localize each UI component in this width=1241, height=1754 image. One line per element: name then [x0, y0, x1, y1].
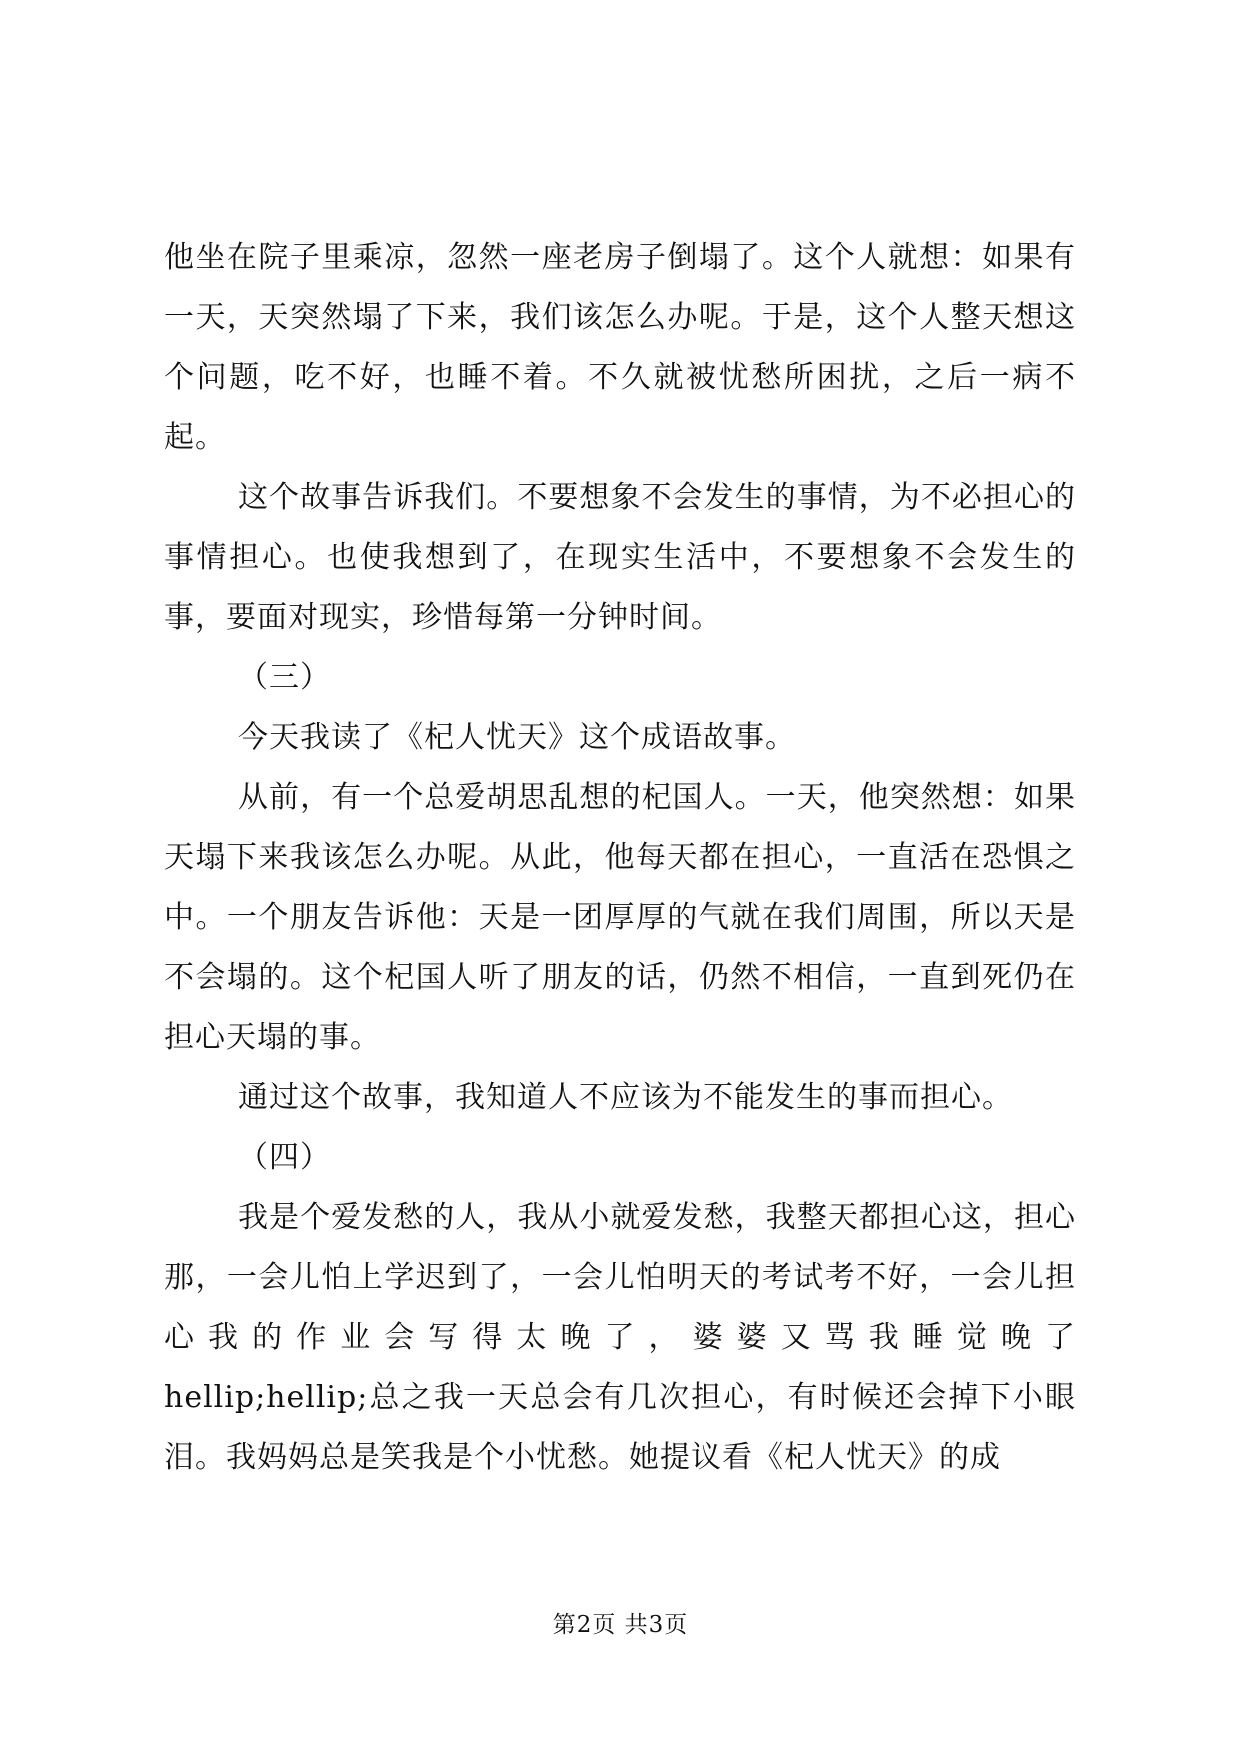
paragraph-worries: 我是个爱发愁的人，我从小就爱发愁，我整天都担心这，担心那，一会儿怕上学迟到了，一会儿怕明天的考试考不好，一会儿担心我的作业会写得太晚了，婆婆又骂我睡觉晚了	[164, 1200, 1076, 1355]
page-number-footer: 第2页 共3页	[552, 1612, 689, 1638]
paragraph-intro: 今天我读了《杞人忧天》这个成语故事。	[238, 720, 796, 755]
document-body	[164, 228, 1076, 1488]
section-heading-4: （四）	[238, 1140, 331, 1175]
paragraph-lesson: 通过这个故事，我知道人不应该为不能发生的事而担心。	[238, 1080, 1013, 1115]
paragraph-worries-continued: hellip;hellip;总之我一天总会有几次担心，有时候还会掉下小眼泪。我妈妈总是笑我是个小忧愁。她提议看《杞人忧天》的成	[164, 1380, 1076, 1475]
section-heading-3: （三）	[238, 660, 331, 695]
paragraph-moral: 这个故事告诉我们。不要想象不会发生的事情，为不必担心的事情担心。也使我想到了，在现实生活中，不要想象不会发生的事，要面对现实，珍惜每第一分钟时间。	[164, 480, 1076, 635]
paragraph-story-ending: 他坐在院子里乘凉，忽然一座老房子倒塌了。这个人就想：如果有一天，天突然塌了下来，我们该怎么办呢。于是，这个人整天想这个问题，吃不好，也睡不着。不久就被忧愁所困扰，之后一病不起。	[164, 240, 1076, 455]
paragraph-story: 从前，有一个总爱胡思乱想的杞国人。一天，他突然想：如果天塌下来我该怎么办呢。从此，他每天都在担心，一直活在恐惧之中。一个朋友告诉他：天是一团厚厚的气就在我们周围，所以天是不会塌的。这个杞国人听了朋友的话，仍然不相信，一直到死仍在担心天塌的事。	[164, 780, 1076, 1055]
